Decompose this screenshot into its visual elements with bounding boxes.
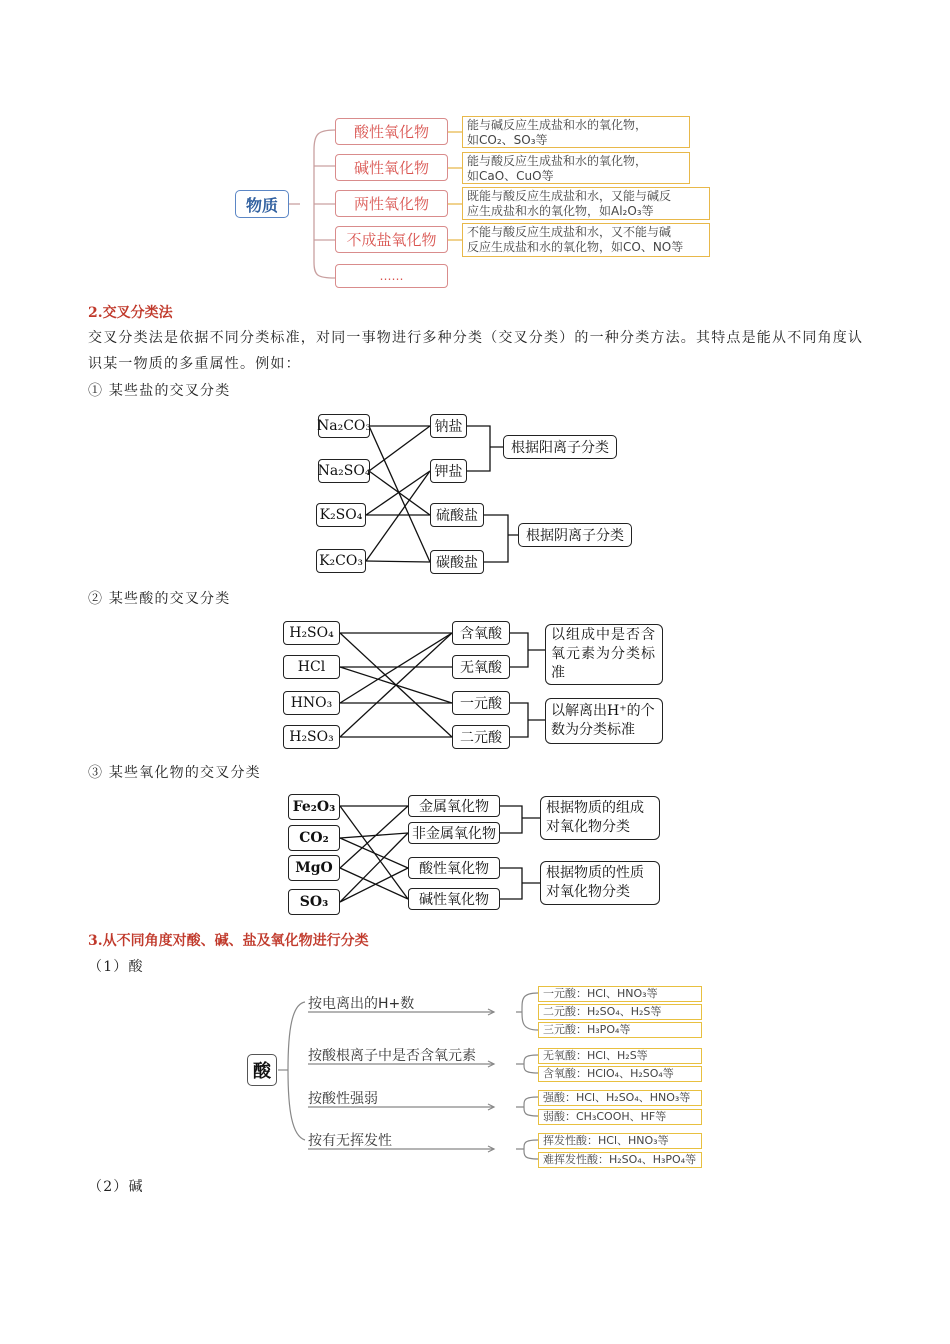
acid-type-item: 含氧酸：HClO₄、H₂SO₄等	[538, 1066, 702, 1082]
oxide-basic-label: 碱性氧化物	[335, 154, 448, 181]
section2-paragraph: 交叉分类法是依据不同分类标准，对同一事物进行多种分类（交叉分类）的一种分类方法。其特点是能从不同角度认识某一物质的多重属性。例如：	[88, 330, 864, 372]
oxide-formula: SO₃	[288, 889, 340, 915]
oxide-acidic-label: 酸性氧化物	[335, 118, 448, 145]
acid-class: 含氧酸	[452, 621, 510, 645]
salt-formula: Na₂SO₄	[318, 459, 370, 483]
acid-type-item: 二元酸：H₂SO₄、H₂S等	[538, 1004, 702, 1020]
desc-line: 反应生成盐和水的氧化物，如CO、NO等	[467, 240, 684, 254]
acid-class: 无氧酸	[452, 655, 510, 679]
oxide-tree-root: 物质	[235, 190, 289, 218]
acid-type-item: 强酸：HCl、H₂SO₄、HNO₃等	[538, 1090, 702, 1106]
oxide-formula: CO₂	[288, 825, 340, 851]
desc-line: 能与碱反应生成盐和水的氧化物，	[467, 118, 648, 132]
acid-criterion-label: 按电离出的H+数	[308, 996, 415, 1012]
oxide-amphoteric-label: 两性氧化物	[335, 190, 448, 217]
oxide-acidic-desc	[462, 116, 690, 148]
acid-root: 酸	[247, 1054, 277, 1086]
section3-sub2: （2）碱	[88, 1179, 144, 1195]
acid-formula: HNO₃	[283, 691, 340, 715]
acid-criterion: 以组成中是否含氧元素为分类标准	[545, 624, 663, 685]
acid-criterion-label: 按有无挥发性	[308, 1133, 392, 1149]
oxide-more-label: ……	[335, 264, 448, 288]
acid-caption: ② 某些酸的交叉分类	[88, 591, 231, 607]
section3-title: 3.从不同角度对酸、碱、盐及氧化物进行分类	[88, 933, 369, 949]
acid-class: 二元酸	[452, 725, 510, 749]
acid-type-item: 难挥发性酸：H₂SO₄、H₃PO₄等	[538, 1152, 702, 1168]
oxide-nonsalt-desc	[462, 223, 710, 257]
oxide-formula: MgO	[288, 855, 340, 881]
desc-line: 如CaO、CuO等	[467, 169, 554, 183]
oxide-basic-desc	[462, 152, 690, 184]
acid-type-item: 三元酸：H₃PO₄等	[538, 1022, 702, 1038]
acid-formula: H₂SO₄	[283, 621, 340, 645]
acid-type-item: 弱酸：CH₃COOH、HF等	[538, 1109, 702, 1125]
desc-line: 既能与酸反应生成盐和水，又能与碱反	[467, 189, 672, 203]
salt-formula: K₂SO₄	[316, 503, 366, 527]
section2-title: 2.交叉分类法	[88, 305, 173, 321]
salt-formula: Na₂CO₃	[318, 414, 370, 438]
salt-class: 碳酸盐	[430, 550, 484, 574]
desc-line: 如CO₂、SO₃等	[467, 133, 548, 147]
acid-type-item: 挥发性酸：HCl、HNO₃等	[538, 1133, 702, 1149]
salt-criterion: 根据阳离子分类	[503, 435, 617, 459]
acid-criterion-label: 按酸性强弱	[308, 1091, 378, 1107]
desc-line: 不能与酸反应生成盐和水，又不能与碱	[467, 225, 672, 239]
section3-sub1: （1）酸	[88, 959, 144, 975]
oxide-class: 酸性氧化物	[408, 857, 500, 879]
salt-class: 钠盐	[430, 414, 467, 438]
oxide-amphoteric-desc	[462, 187, 710, 220]
desc-line: 能与酸反应生成盐和水的氧化物，	[467, 154, 648, 168]
oxide-criterion: 根据物质的组成对氧化物分类	[540, 796, 660, 840]
oxide-nonsalt-label: 不成盐氧化物	[335, 226, 448, 253]
acid-criterion-label: 按酸根离子中是否含氧元素	[308, 1048, 476, 1064]
salt-criterion: 根据阴离子分类	[518, 523, 632, 547]
salt-class: 硫酸盐	[430, 503, 484, 527]
acid-criterion: 以解离出H⁺的个数为分类标准	[545, 698, 663, 744]
salt-class: 钾盐	[430, 459, 467, 483]
oxide-criterion: 根据物质的性质对氧化物分类	[540, 861, 660, 905]
acid-class: 一元酸	[452, 691, 510, 715]
salt-formula: K₂CO₃	[316, 549, 366, 573]
oxide-caption: ③ 某些氧化物的交叉分类	[88, 765, 261, 781]
desc-line: 应生成盐和水的氧化物，如Al₂O₃等	[467, 204, 654, 218]
oxide-formula: Fe₂O₃	[288, 794, 340, 820]
oxide-class: 非金属氧化物	[408, 822, 500, 844]
acid-formula: H₂SO₃	[283, 725, 340, 749]
oxide-class: 碱性氧化物	[408, 888, 500, 910]
acid-formula: HCl	[283, 655, 340, 679]
oxide-class: 金属氧化物	[408, 795, 500, 817]
salt-caption: ① 某些盐的交叉分类	[88, 383, 231, 399]
acid-type-item: 无氧酸：HCl、H₂S等	[538, 1048, 702, 1064]
acid-type-item: 一元酸：HCl、HNO₃等	[538, 986, 702, 1002]
